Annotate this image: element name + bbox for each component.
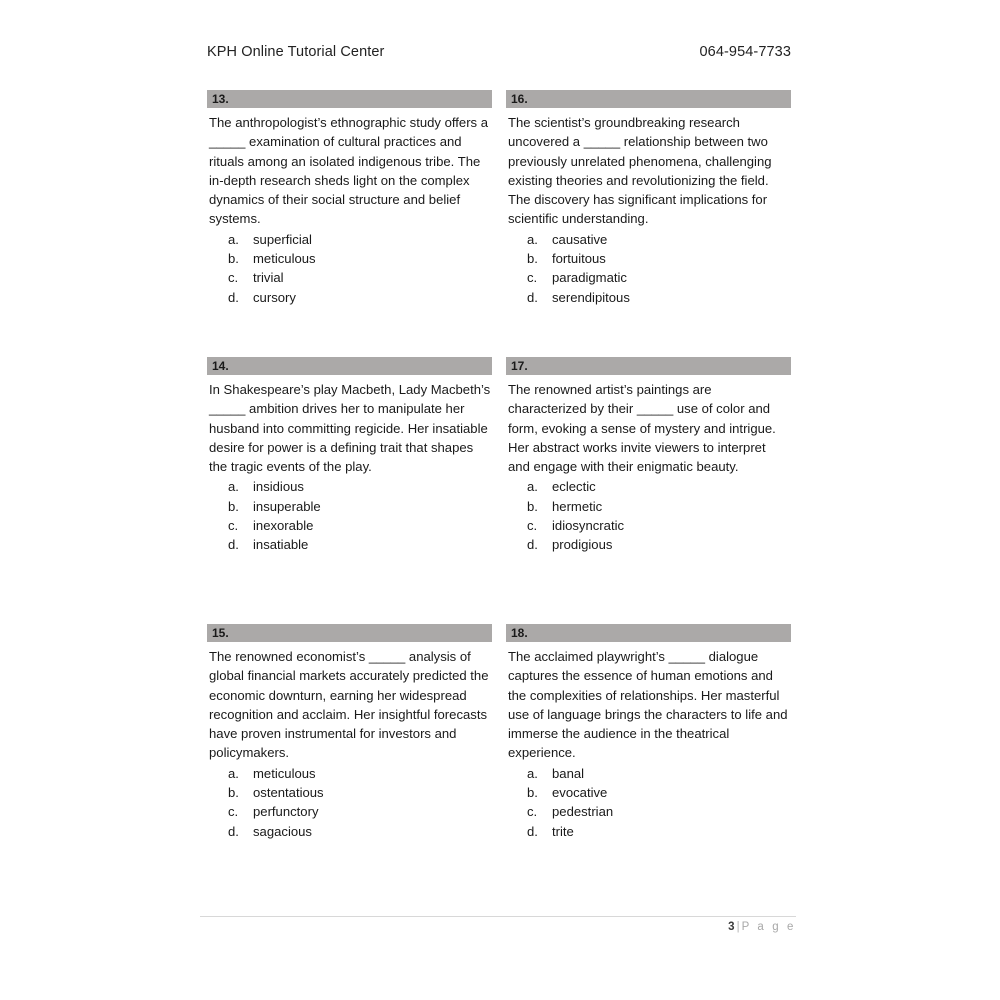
answer-option-text: eclectic [552,479,596,495]
answer-option-letter: a. [228,765,239,781]
answer-option[interactable] [207,516,492,535]
answer-option-list [207,229,492,307]
answer-option[interactable] [506,783,791,802]
answer-option-letter: c. [527,518,538,534]
question-number-bar: 15. [207,624,492,642]
answer-option-text: idiosyncratic [552,518,625,534]
answer-option-list [506,763,791,841]
answer-option-text: serendipitous [552,289,630,305]
question-number-bar: 14. [207,357,492,375]
answer-option[interactable] [506,516,791,535]
page-footer [200,916,796,933]
answer-option[interactable] [506,288,791,307]
answer-option-letter: d. [228,289,239,305]
answer-option-letter: b. [228,785,239,801]
question-stem: The renowned artist’s paintings are characterized by their _____ use of color and form, evoking a sense of mystery and intrigue. Her abstract works invite viewers to interpret and engage with their enigmatic beauty. [508,382,776,475]
answer-option-letter: b. [527,498,538,514]
answer-option-text: fortuitous [552,251,606,267]
answer-option[interactable] [207,249,492,268]
question-block [207,624,492,839]
answer-option-text: pedestrian [552,804,614,820]
answer-option[interactable] [506,535,791,554]
answer-option-list [207,763,492,841]
answer-option-text: sagacious [253,823,312,839]
answer-option[interactable] [506,249,791,268]
answer-option-letter: a. [527,765,538,781]
answer-option-letter: c. [527,804,538,820]
answer-option[interactable] [207,822,492,841]
answer-option-text: superficial [253,231,312,247]
answer-option[interactable] [207,535,492,554]
footer-page-number: 3 [728,921,735,933]
answer-option-letter: a. [527,479,538,495]
answer-option-letter: c. [228,804,239,820]
answer-option[interactable] [207,497,492,516]
answer-option[interactable] [207,764,492,783]
answer-option-letter: b. [228,498,239,514]
answer-option-list [506,229,791,307]
answer-option-text: banal [552,765,585,781]
question-block [506,90,791,357]
answer-option-text: paradigmatic [552,270,627,286]
answer-option-text: causative [552,231,608,247]
answer-option-text: perfunctory [253,804,319,820]
footer-separator: | [736,921,740,933]
answer-option-letter: c. [527,270,538,286]
footer-page-label: P a g e [741,921,796,933]
answer-option[interactable] [506,764,791,783]
question-block [207,90,492,357]
answer-option-text: evocative [552,785,608,801]
answer-option[interactable] [207,783,492,802]
question-number-bar: 16. [506,90,791,108]
answer-option[interactable] [207,268,492,287]
answer-option-letter: d. [228,823,239,839]
question-number-bar: 13. [207,90,492,108]
answer-option-letter: b. [228,251,239,267]
question-stem: The acclaimed playwright’s _____ dialogue captures the essence of human emotions and the complexities of relationships. Her masterful use of language brings the characters to life and immerse the audience in the theatrical experience. [508,649,788,761]
question-block [506,357,791,624]
answer-option-letter: d. [228,537,239,553]
contact-phone-number: 064-954-7733 [699,44,791,60]
question-stem: The anthropologist’s ethnographic study offers a _____ examination of cultural practices and rituals among an isolated indigenous tribe. The in-depth research sheds light on the complex dynamics of their social structure and belief systems. [209,115,489,227]
answer-option-text: meticulous [253,251,316,267]
question-number-bar: 18. [506,624,791,642]
answer-option-text: inexorable [253,518,314,534]
question-block [207,357,492,624]
answer-option-letter: d. [527,823,538,839]
organization-name: KPH Online Tutorial Center [207,44,385,60]
answer-option[interactable] [506,230,791,249]
answer-option-letter: c. [228,518,239,534]
question-number-bar: 17. [506,357,791,375]
answer-option-list [506,476,791,554]
answer-option-text: insuperable [253,498,321,514]
answer-option[interactable] [506,497,791,516]
answer-option-letter: c. [228,270,239,286]
answer-option-letter: d. [527,289,538,305]
answer-option-text: cursory [253,289,296,305]
answer-option[interactable] [506,822,791,841]
answer-option[interactable] [207,477,492,496]
answer-option[interactable] [506,802,791,821]
answer-option[interactable] [506,268,791,287]
answer-option-text: meticulous [253,765,316,781]
answer-option[interactable] [207,802,492,821]
answer-option-letter: a. [228,231,239,247]
answer-option[interactable] [207,288,492,307]
question-stem: The renowned economist’s _____ analysis of global financial markets accurately predicted the economic downturn, earning her widespread recognition and acclaim. Her insightful forecasts have proven instrumental for investors and policymakers. [209,649,489,761]
answer-option-text: insidious [253,479,304,495]
answer-option-letter: a. [527,231,538,247]
answer-option-text: insatiable [253,537,309,553]
answer-option-text: prodigious [552,537,613,553]
answer-option[interactable] [506,477,791,496]
answer-option-text: trite [552,823,574,839]
page-header [207,44,791,60]
question-grid [207,90,791,839]
answer-option-list [207,476,492,554]
question-block [506,624,791,839]
answer-option-text: hermetic [552,498,603,514]
answer-option[interactable] [207,230,492,249]
answer-option-text: trivial [253,270,284,286]
question-stem: The scientist’s groundbreaking research uncovered a _____ relationship between two previously unrelated phenomena, challenging existing theories and revolutionizing the field. The discovery has significant implications for scientific understanding. [508,115,772,227]
answer-option-text: ostentatious [253,785,324,801]
answer-option-letter: b. [527,785,538,801]
answer-option-letter: b. [527,251,538,267]
answer-option-letter: a. [228,479,239,495]
answer-option-letter: d. [527,537,538,553]
question-stem: In Shakespeare’s play Macbeth, Lady Macbeth’s _____ ambition drives her to manipulate her husband into committing regicide. Her insatiable desire for power is a defining trait that shapes the tragic events of the play. [209,382,491,475]
